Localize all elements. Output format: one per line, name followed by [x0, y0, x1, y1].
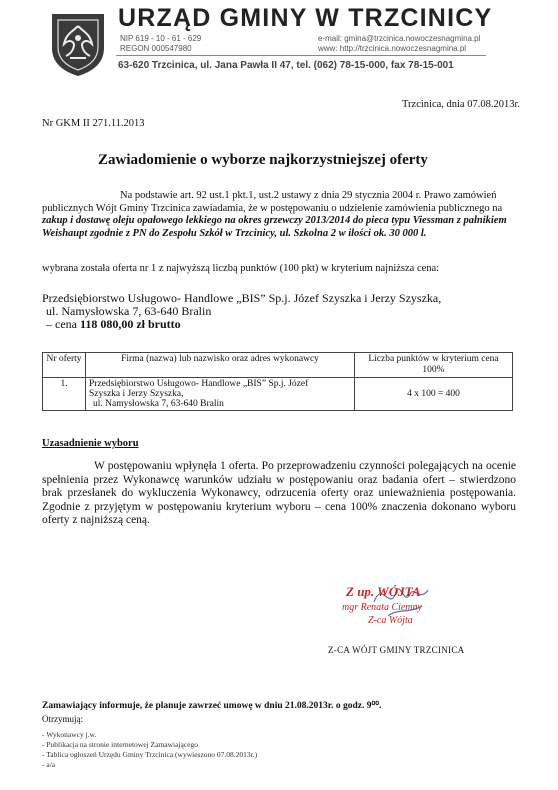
regon-number: REGON 000547980: [120, 44, 192, 53]
stamp-line-1: Z up. WÓJTA: [346, 584, 421, 599]
company-address: ul. Namysłowska 7, 63-640 Bralin: [46, 304, 212, 318]
intro-subject: zakup i dostawę oleju opałowego lekkiego na okres grzewczy 2013/2014 do pieca typu Viessman z palnikiem Weishaupt zgodnie z PN do Zespołu Szkół w Trzcinicy, ul. Szkolna 2 w ilości ok. 30 000 l.: [42, 215, 507, 239]
recipients-label: Otrzymują:: [42, 714, 83, 724]
col-points: Liczba punktów w kryterium cena 100%: [355, 353, 513, 378]
website-address: www: http://trzcinica.nowoczesnagmina.pl: [318, 44, 467, 53]
offer-price: – cena 118 080,00 zł brutto: [46, 317, 181, 331]
signatory-title: Z-CA WÓJT GMINY TRZCINICA: [328, 645, 465, 655]
list-item: - Publikacja na stronie internetowej Zamawiającego: [42, 740, 198, 749]
office-address-line: 63-620 Trzcinica, ul. Jana Pawła II 47, tel. (062) 78-15-000, fax 78-15-001: [118, 60, 454, 71]
place-and-date: Trzcinica, dnia 07.08.2013r.: [402, 99, 521, 110]
stamp-line-2: mgr Renata Ciemny: [342, 602, 422, 613]
cell-offer-no: 1.: [43, 378, 86, 411]
intro-text: Na podstawie art. 92 ust.1 pkt.1, ust.2 ustawy z dnia 29 stycznia 2004 r. Prawo zamówień publicznych Wójt Gminy Trzcinica zawiadamia, że w postępowaniu o udzielenie zamówienia publicznego na: [42, 190, 503, 214]
email-address: e-mail: gmina@trzcinica.nowoczesnagmina.pl: [318, 34, 481, 43]
justification-heading: Uzasadnienie wyboru: [42, 438, 139, 449]
coat-of-arms-icon: [48, 10, 108, 78]
list-item: - a/a: [42, 760, 56, 769]
col-firm: Firma (nazwa) lub nazwisko oraz adres wykonawcy: [86, 353, 355, 378]
contract-notice: Zamawiający informuje, że planuje zawrzeć umowę w dniu 21.08.2013r. o godz. 9⁰⁰.: [42, 701, 382, 711]
justification-paragraph: W postępowaniu wpłynęła 1 oferta. Po przeprowadzeniu czynności polegających na ocenie spełnienia przez Wykonawcę warunków udziału w postępowaniu oraz badania ofert – stwierdzono brak przesłanek do wykluczenia Wykonawcy, odrzucenia oferty oraz unieważnienia postępowania. Zgodnie z przyjętym w postępowaniu kryterium wyboru – cena 100% znaczenia dokonano wyboru oferty z najniższą ceną.: [42, 460, 516, 526]
recipients-list: [42, 730, 257, 770]
list-item: - Wykonawcy j.w.: [42, 730, 97, 739]
table-header-row: [43, 353, 513, 378]
nip-number: NIP 619 - 10 - 61 - 629: [120, 34, 202, 43]
cell-firm: Przedsiębiorstwo Usługowo- Handlowe „BIS” Sp.j. Józef Szyszka i Jerzy Szyszka, ul. Namysłowska 7, 63-640 Bralin: [86, 378, 355, 411]
company-name: Przedsiębiorstwo Usługowo- Handlowe „BIS” Sp.j. Józef Szyszka i Jerzy Szyszka,: [42, 291, 442, 305]
col-offer-no: Nr oferty: [43, 353, 86, 378]
selected-offer-line: wybrana została oferta nr 1 z najwyższą liczbą punktów (100 pkt) w kryterium najniższa cena:: [42, 263, 440, 274]
list-item: - Tablica ogłoszeń Urzędu Gminy Trzcinica (wywieszono 07.08.2013r.): [42, 750, 258, 759]
cell-points: 4 x 100 = 400: [355, 378, 513, 411]
stamp-line-3: Z-ca Wójta: [368, 615, 413, 626]
table-row: [43, 378, 513, 411]
header-divider: [116, 55, 486, 56]
winning-company: [42, 292, 441, 331]
document-title: Zawiadomienie o wyborze najkorzystniejszej oferty: [98, 152, 428, 168]
intro-paragraph: [42, 190, 518, 240]
offer-price-value: 118 080,00 zł brutto: [79, 317, 181, 331]
offers-table: [42, 352, 513, 411]
reference-number: Nr GKM II 271.11.2013: [42, 118, 145, 129]
office-name: URZĄD GMINY W TRZCINICY: [118, 4, 493, 32]
